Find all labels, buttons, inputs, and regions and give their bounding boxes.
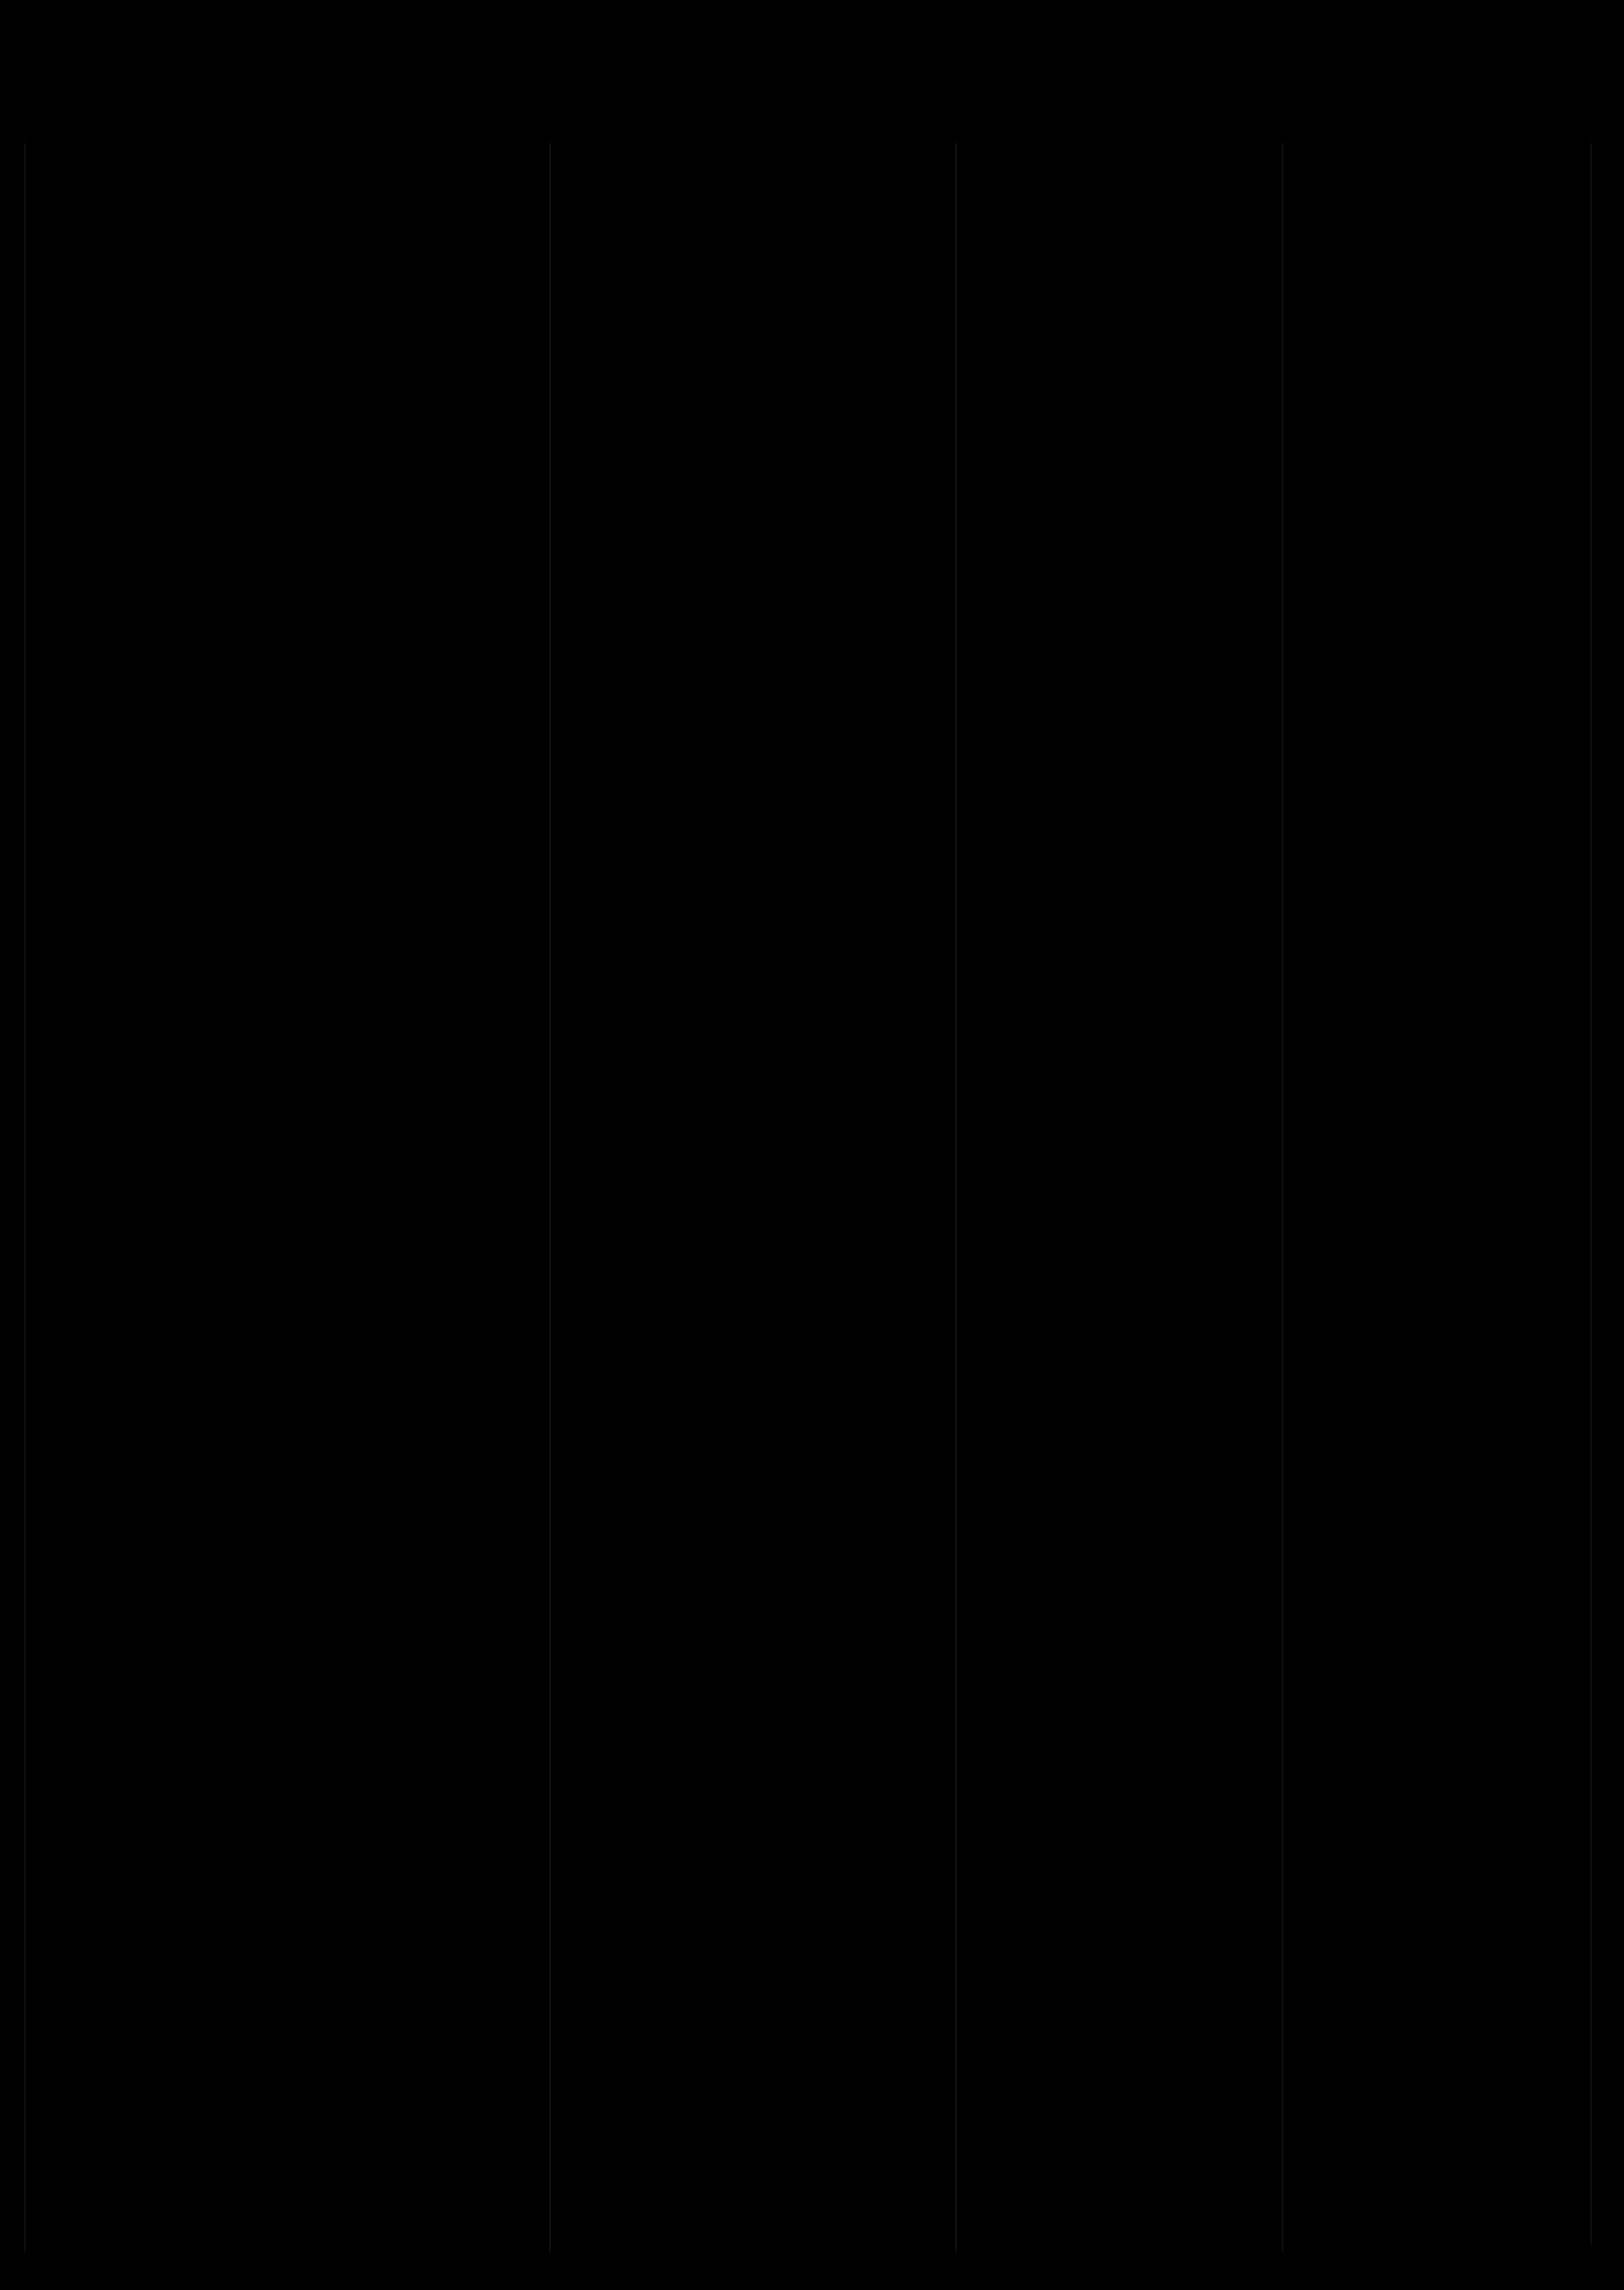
table-cell bbox=[25, 1685, 550, 1968]
table-cell bbox=[25, 268, 550, 551]
table-row bbox=[25, 1118, 1601, 1401]
table-right-edge-rule bbox=[1591, 143, 1592, 2245]
table-cell bbox=[956, 1685, 1282, 1968]
table-cell bbox=[25, 1118, 550, 1401]
table-row bbox=[25, 1968, 1601, 2252]
table-cell bbox=[1282, 551, 1601, 834]
column-header bbox=[550, 143, 956, 268]
table-cell bbox=[1282, 1685, 1601, 1968]
table-cell bbox=[1282, 1118, 1601, 1401]
table-row bbox=[25, 1401, 1601, 1685]
table-cell bbox=[1282, 1968, 1601, 2252]
column-header bbox=[25, 143, 550, 268]
table-cell bbox=[956, 834, 1282, 1118]
table-row bbox=[25, 1685, 1601, 1968]
table-row bbox=[25, 551, 1601, 834]
table-cell bbox=[1282, 1401, 1601, 1685]
table-cell bbox=[956, 1401, 1282, 1685]
table-cell bbox=[550, 1118, 956, 1401]
table-cell bbox=[1282, 834, 1601, 1118]
table-cell bbox=[956, 1968, 1282, 2252]
table-cell bbox=[550, 551, 956, 834]
table-cell bbox=[550, 1968, 956, 2252]
table-row bbox=[25, 834, 1601, 1118]
table-cell bbox=[25, 551, 550, 834]
column-header bbox=[956, 143, 1282, 268]
table-cell bbox=[25, 834, 550, 1118]
table-cell bbox=[25, 1401, 550, 1685]
table-header-row bbox=[25, 143, 1601, 268]
table-cell bbox=[1282, 268, 1601, 551]
table-cell bbox=[956, 268, 1282, 551]
table-cell bbox=[550, 1685, 956, 1968]
table-cell bbox=[550, 1401, 956, 1685]
column-header bbox=[1282, 143, 1601, 268]
table-cell bbox=[550, 268, 956, 551]
table-cell bbox=[956, 1118, 1282, 1401]
table-cell bbox=[550, 834, 956, 1118]
content-table bbox=[24, 143, 1601, 2252]
document-body bbox=[24, 143, 1600, 2245]
table-cell bbox=[956, 551, 1282, 834]
table-row bbox=[25, 268, 1601, 551]
table-cell bbox=[25, 1968, 550, 2252]
